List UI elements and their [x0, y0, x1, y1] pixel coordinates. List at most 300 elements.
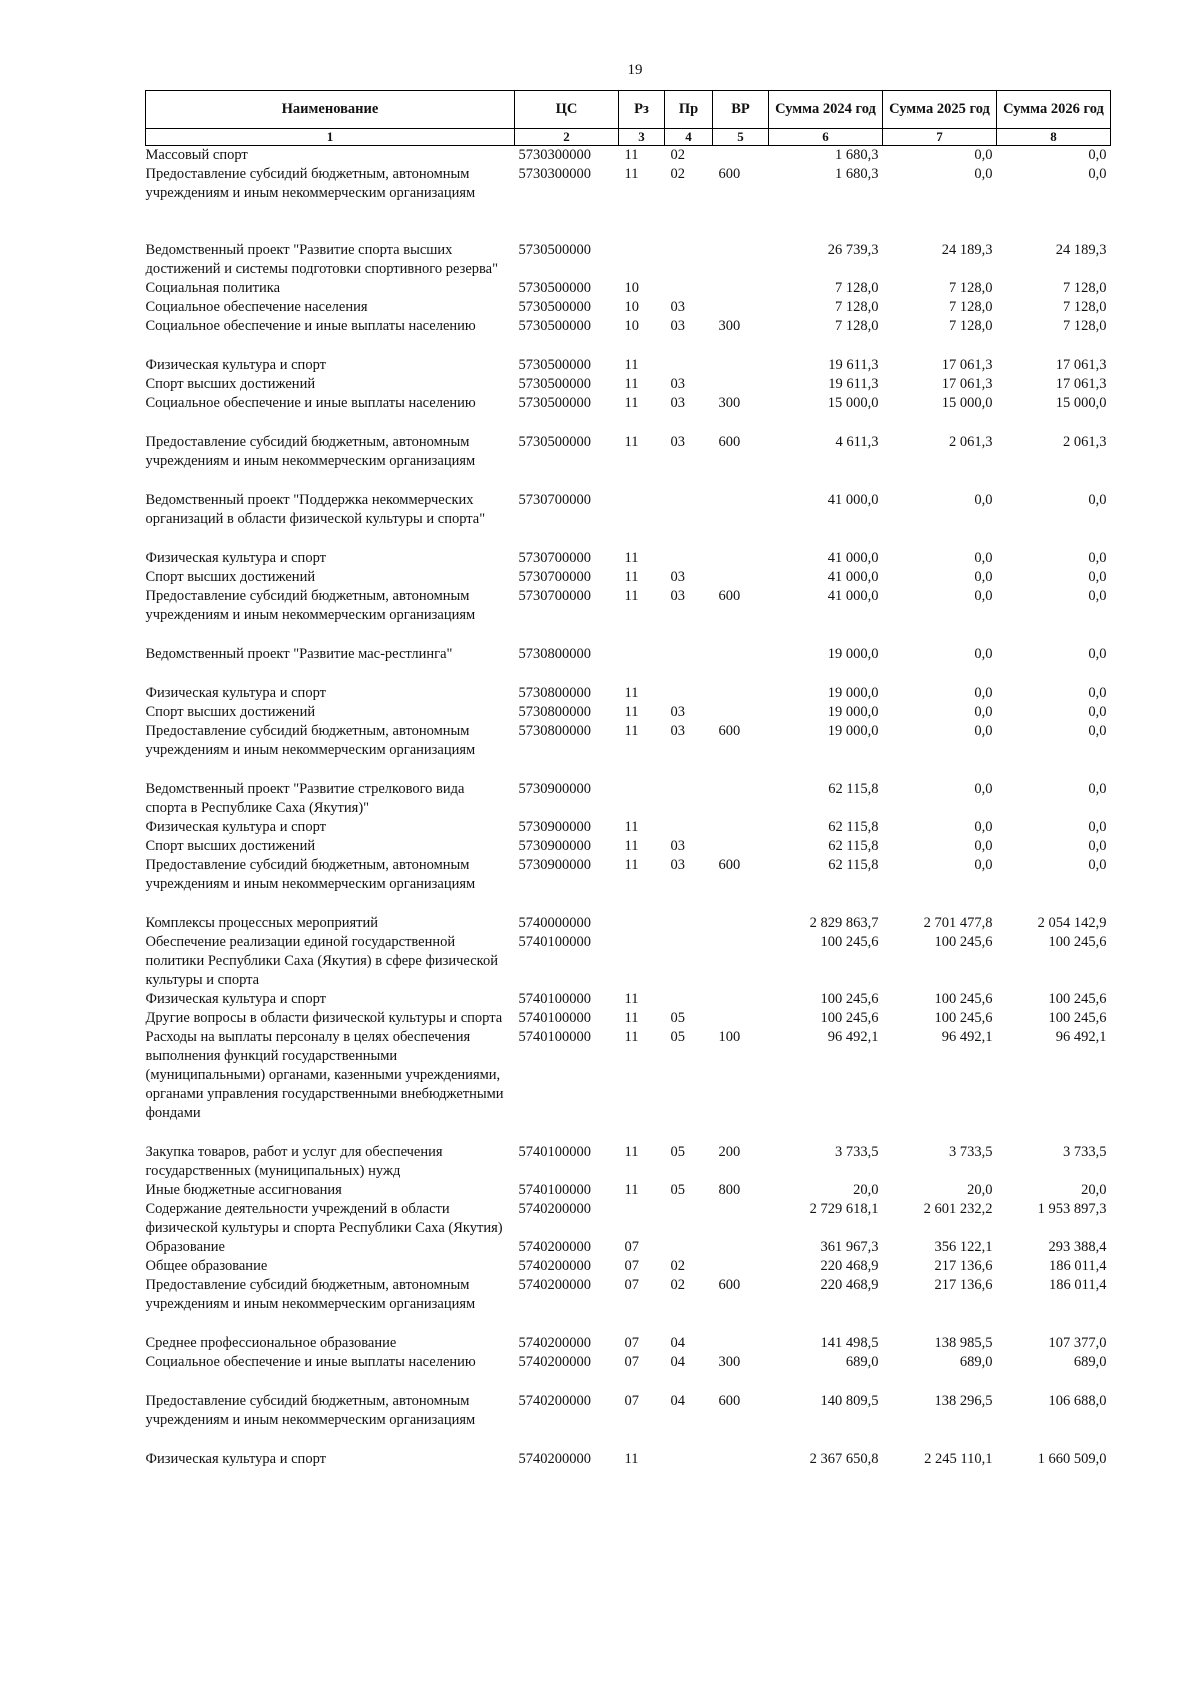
row-spacer [146, 625, 1111, 645]
cell-sum-2026: 0,0 [1088, 588, 1107, 604]
cell-sum-2025: 138 296,5 [934, 1393, 993, 1409]
cell-pr: 03 [670, 318, 685, 334]
cell-pr: 03 [670, 569, 685, 585]
cell-cs: 5740000000 [518, 915, 591, 931]
cell-rz [619, 491, 665, 529]
row-spacer [146, 336, 1111, 356]
table-row [146, 298, 1111, 317]
spacer-cell [146, 336, 1111, 356]
cell-pr: 02 [670, 1277, 685, 1293]
cell-name: Спорт высших достижений [145, 704, 316, 720]
cell-rz: 11 [624, 569, 639, 585]
cell-name: Комплексы процессных мероприятий [145, 915, 378, 931]
table-row [146, 837, 1111, 856]
cell-sum-2026: 0,0 [1088, 723, 1107, 739]
cell-vr [713, 914, 769, 933]
cell-sum-2026: 3 733,5 [1063, 1144, 1107, 1160]
cell-sum-2025: 0,0 [974, 685, 993, 701]
cell-sum-2024: 100 245,6 [820, 1010, 879, 1026]
cell-pr: 04 [670, 1354, 685, 1370]
cell-pr [665, 933, 713, 990]
cell-sum-2025: 15 000,0 [941, 395, 993, 411]
cell-rz: 07 [624, 1335, 639, 1351]
cell-sum-2024: 4 611,3 [835, 434, 879, 450]
cell-sum-2024: 62 115,8 [828, 838, 879, 854]
cell-sum-2024: 100 245,6 [820, 991, 879, 1007]
cell-pr [665, 1450, 713, 1469]
cell-name: Физическая культура и спорт [145, 1451, 326, 1467]
cell-sum-2024: 3 733,5 [835, 1144, 879, 1160]
cell-sum-2025: 0,0 [974, 838, 993, 854]
spacer-cell [146, 471, 1111, 491]
row-spacer [146, 894, 1111, 914]
cell-sum-2026: 0,0 [1088, 646, 1107, 662]
cell-sum-2024: 20,0 [853, 1182, 879, 1198]
table-row [146, 375, 1111, 394]
cell-sum-2025: 217 136,6 [934, 1277, 993, 1293]
cell-vr [713, 780, 769, 818]
spacer-cell [146, 894, 1111, 914]
header-sum-2025: Сумма 2025 год [883, 91, 997, 129]
cell-name: Общее образование [145, 1258, 268, 1274]
cell-rz [619, 241, 665, 279]
cell-sum-2024: 140 809,5 [820, 1393, 879, 1409]
cell-cs: 5730500000 [518, 357, 591, 373]
cell-name: Физическая культура и спорт [145, 550, 326, 566]
cell-name: Ведомственный проект "Развитие спорта высших достижений и системы подготовки спортивного резерва" [145, 242, 499, 277]
cell-cs: 5740100000 [518, 1144, 591, 1160]
cell-sum-2025: 0,0 [974, 492, 993, 508]
cell-sum-2026: 0,0 [1088, 147, 1107, 163]
cell-sum-2026: 100 245,6 [1048, 934, 1107, 950]
cell-vr: 300 [718, 318, 741, 334]
cell-rz [619, 933, 665, 990]
spacer-cell [146, 413, 1111, 433]
cell-rz: 07 [624, 1258, 639, 1274]
cell-cs: 5740200000 [518, 1451, 591, 1467]
cell-pr: 02 [670, 147, 685, 163]
cell-rz [619, 645, 665, 664]
cell-cs: 5730900000 [518, 819, 591, 835]
cell-cs: 5740100000 [518, 1010, 591, 1026]
cell-pr [665, 549, 713, 568]
cell-cs: 5740100000 [518, 1182, 591, 1198]
cell-sum-2026: 0,0 [1088, 857, 1107, 873]
cell-pr: 05 [670, 1182, 685, 1198]
cell-cs: 5730500000 [518, 242, 591, 258]
cell-cs: 5730700000 [518, 550, 591, 566]
table-row [146, 1143, 1111, 1181]
cell-rz: 10 [624, 318, 639, 334]
cell-name: Ведомственный проект "Развитие стрелкового вида спорта в Республике Саха (Якутия)" [145, 781, 465, 816]
cell-vr [713, 1009, 769, 1028]
table-row [146, 1028, 1111, 1123]
cell-name: Физическая культура и спорт [145, 357, 326, 373]
cell-rz: 07 [624, 1354, 639, 1370]
cell-sum-2026: 7 128,0 [1063, 299, 1107, 315]
cell-vr [713, 703, 769, 722]
table-row [146, 1276, 1111, 1314]
cell-name: Физическая культура и спорт [145, 685, 326, 701]
cell-name: Обеспечение реализации единой государственной политики Республики Саха (Якутия) в сфере физической культуры и спорта [145, 934, 498, 988]
cell-vr: 600 [718, 857, 741, 873]
table-row [146, 568, 1111, 587]
cell-pr [665, 780, 713, 818]
cell-sum-2024: 96 492,1 [827, 1029, 879, 1045]
cell-vr [713, 1334, 769, 1353]
cell-vr [713, 1257, 769, 1276]
cell-sum-2025: 2 601 232,2 [923, 1201, 993, 1217]
table-row [146, 856, 1111, 894]
column-number-row [146, 129, 1111, 146]
cell-name: Предоставление субсидий бюджетным, автономным учреждениям и иным некоммерческим организациям [145, 166, 476, 201]
table-row [146, 645, 1111, 664]
cell-cs: 5740100000 [518, 934, 591, 950]
cell-sum-2024: 26 739,3 [827, 242, 879, 258]
cell-rz [619, 780, 665, 818]
cell-sum-2025: 0,0 [974, 819, 993, 835]
cell-rz: 11 [624, 723, 639, 739]
cell-cs: 5730500000 [518, 434, 591, 450]
row-spacer [146, 203, 1111, 241]
table-row [146, 317, 1111, 336]
cell-sum-2025: 2 245 110,1 [924, 1451, 993, 1467]
cell-vr [713, 818, 769, 837]
cell-sum-2024: 7 128,0 [835, 280, 879, 296]
cell-pr: 04 [670, 1393, 685, 1409]
table-header [146, 91, 1111, 146]
cell-name: Ведомственный проект "Развитие мас-рестлинга" [145, 646, 453, 662]
cell-sum-2024: 220 468,9 [820, 1277, 879, 1293]
cell-name: Предоставление субсидий бюджетным, автономным учреждениям и иным некоммерческим организациям [145, 588, 476, 623]
cell-sum-2025: 217 136,6 [934, 1258, 993, 1274]
cell-cs: 5730900000 [518, 781, 591, 797]
table-row [146, 780, 1111, 818]
cell-cs: 5730800000 [518, 685, 591, 701]
cell-rz: 11 [624, 819, 639, 835]
table-row [146, 433, 1111, 471]
cell-vr: 600 [718, 434, 741, 450]
cell-sum-2025: 20,0 [967, 1182, 993, 1198]
cell-sum-2024: 41 000,0 [827, 569, 879, 585]
cell-sum-2025: 7 128,0 [949, 280, 993, 296]
row-spacer [146, 760, 1111, 780]
cell-pr [665, 990, 713, 1009]
row-spacer [146, 471, 1111, 491]
cell-sum-2026: 100 245,6 [1048, 991, 1107, 1007]
table-row [146, 1238, 1111, 1257]
cell-rz: 11 [624, 166, 639, 182]
cell-cs: 5740200000 [518, 1258, 591, 1274]
cell-pr [665, 1200, 713, 1238]
cell-pr: 05 [670, 1029, 685, 1045]
cell-sum-2024: 1 680,3 [835, 147, 879, 163]
row-spacer [146, 1430, 1111, 1450]
cell-rz: 11 [624, 1451, 639, 1467]
header-row [146, 91, 1111, 129]
table-body [146, 146, 1111, 1470]
cell-sum-2026: 689,0 [1073, 1354, 1107, 1370]
row-spacer [146, 413, 1111, 433]
row-spacer [146, 1314, 1111, 1334]
cell-rz: 11 [624, 147, 639, 163]
cell-sum-2024: 19 000,0 [827, 704, 879, 720]
table-row [146, 146, 1111, 166]
cell-pr [665, 818, 713, 837]
cell-name: Иные бюджетные ассигнования [145, 1182, 342, 1198]
cell-sum-2026: 293 388,4 [1048, 1239, 1107, 1255]
cell-sum-2026: 1 953 897,3 [1037, 1201, 1107, 1217]
cell-pr: 04 [670, 1335, 685, 1351]
spacer-cell [146, 529, 1111, 549]
cell-sum-2026: 17 061,3 [1055, 357, 1107, 373]
header-sum-2026: Сумма 2026 год [997, 91, 1111, 129]
cell-sum-2024: 2 729 618,1 [809, 1201, 879, 1217]
cell-vr: 600 [718, 588, 741, 604]
cell-vr [713, 933, 769, 990]
cell-sum-2025: 2 701 477,8 [923, 915, 993, 931]
cell-sum-2025: 17 061,3 [941, 376, 993, 392]
cell-sum-2025: 17 061,3 [941, 357, 993, 373]
cell-cs: 5730800000 [518, 704, 591, 720]
cell-vr: 600 [718, 1393, 741, 1409]
cell-rz: 11 [624, 991, 639, 1007]
column-number: 2 [515, 129, 619, 146]
cell-cs: 5730700000 [518, 569, 591, 585]
cell-sum-2026: 186 011,4 [1049, 1277, 1107, 1293]
table-row [146, 1334, 1111, 1353]
cell-vr [713, 568, 769, 587]
cell-cs: 5730300000 [518, 147, 591, 163]
cell-pr [665, 914, 713, 933]
cell-sum-2026: 2 061,3 [1063, 434, 1107, 450]
cell-rz: 11 [624, 857, 639, 873]
cell-sum-2025: 689,0 [959, 1354, 993, 1370]
budget-table [145, 90, 1111, 1469]
cell-rz: 07 [624, 1393, 639, 1409]
cell-sum-2025: 100 245,6 [934, 991, 993, 1007]
table-row [146, 1353, 1111, 1372]
cell-name: Социальное обеспечение и иные выплаты населению [145, 1354, 476, 1370]
cell-vr: 200 [718, 1144, 741, 1160]
cell-pr: 05 [670, 1010, 685, 1026]
cell-sum-2025: 100 245,6 [934, 934, 993, 950]
table-row [146, 1450, 1111, 1469]
cell-name: Другие вопросы в области физической культуры и спорта [145, 1010, 503, 1026]
table-row [146, 722, 1111, 760]
cell-vr: 300 [718, 395, 741, 411]
table-row [146, 587, 1111, 625]
table-row [146, 241, 1111, 279]
cell-vr [713, 241, 769, 279]
cell-name: Социальная политика [145, 280, 281, 296]
cell-rz: 11 [624, 1029, 639, 1045]
cell-name: Расходы на выплаты персоналу в целях обеспечения выполнения функций государственными (муниципальными) органами, казенными учреждениями, органами управления государственными внебюджетными фондами [145, 1029, 504, 1121]
cell-cs: 5740200000 [518, 1335, 591, 1351]
cell-pr: 03 [670, 838, 685, 854]
cell-vr [713, 645, 769, 664]
cell-rz: 11 [624, 1182, 639, 1198]
cell-sum-2026: 2 054 142,9 [1037, 915, 1107, 931]
cell-sum-2024: 7 128,0 [835, 318, 879, 334]
header-pr: Пр [665, 91, 713, 129]
cell-sum-2024: 361 967,3 [820, 1239, 879, 1255]
cell-vr [713, 491, 769, 529]
cell-cs: 5740100000 [518, 991, 591, 1007]
spacer-cell [146, 203, 1111, 241]
cell-vr [713, 684, 769, 703]
cell-name: Закупка товаров, работ и услуг для обеспечения государственных (муниципальных) нужд [145, 1144, 443, 1179]
table-row [146, 818, 1111, 837]
table-row [146, 356, 1111, 375]
cell-pr: 03 [670, 434, 685, 450]
cell-vr [713, 990, 769, 1009]
cell-cs: 5740200000 [518, 1393, 591, 1409]
cell-vr [713, 375, 769, 394]
cell-sum-2026: 7 128,0 [1063, 280, 1107, 296]
header-sum-2024: Сумма 2024 год [769, 91, 883, 129]
cell-sum-2024: 2 367 650,8 [809, 1451, 879, 1467]
cell-sum-2024: 19 000,0 [827, 646, 879, 662]
table-row [146, 279, 1111, 298]
cell-cs: 5730900000 [518, 857, 591, 873]
cell-sum-2024: 19 000,0 [827, 685, 879, 701]
table-row [146, 933, 1111, 990]
cell-cs: 5730700000 [518, 492, 591, 508]
cell-name: Социальное обеспечение и иные выплаты населению [145, 318, 476, 334]
cell-rz: 07 [624, 1239, 639, 1255]
table-row [146, 703, 1111, 722]
cell-rz: 11 [624, 1010, 639, 1026]
cell-pr [665, 356, 713, 375]
cell-vr [713, 1200, 769, 1238]
cell-rz: 11 [624, 704, 639, 720]
table-row [146, 1257, 1111, 1276]
cell-sum-2025: 96 492,1 [941, 1029, 993, 1045]
cell-pr: 03 [670, 376, 685, 392]
cell-pr [665, 241, 713, 279]
spacer-cell [146, 1314, 1111, 1334]
cell-vr: 600 [718, 723, 741, 739]
cell-cs: 5740100000 [518, 1029, 591, 1045]
cell-vr: 300 [718, 1354, 741, 1370]
cell-name: Ведомственный проект "Поддержка некоммерческих организаций в области физической культуры и спорта" [145, 492, 486, 527]
cell-sum-2026: 0,0 [1088, 569, 1107, 585]
column-number: 6 [769, 129, 883, 146]
cell-vr [713, 1238, 769, 1257]
cell-sum-2024: 15 000,0 [827, 395, 879, 411]
cell-sum-2026: 186 011,4 [1049, 1258, 1107, 1274]
cell-pr: 03 [670, 857, 685, 873]
cell-sum-2026: 0,0 [1088, 781, 1107, 797]
cell-sum-2024: 2 829 863,7 [809, 915, 879, 931]
cell-sum-2026: 24 189,3 [1055, 242, 1107, 258]
cell-name: Содержание деятельности учреждений в области физической культуры и спорта Республики Саха (Якутия) [145, 1201, 503, 1236]
spacer-cell [146, 1430, 1111, 1450]
cell-vr [713, 279, 769, 298]
cell-cs: 5730500000 [518, 318, 591, 334]
cell-sum-2024: 1 680,3 [835, 166, 879, 182]
cell-sum-2026: 0,0 [1088, 685, 1107, 701]
cell-sum-2024: 100 245,6 [820, 934, 879, 950]
cell-name: Предоставление субсидий бюджетным, автономным учреждениям и иным некоммерческим организациям [145, 723, 476, 758]
cell-pr [665, 491, 713, 529]
cell-sum-2025: 0,0 [974, 588, 993, 604]
cell-cs: 5730500000 [518, 376, 591, 392]
cell-pr: 05 [670, 1144, 685, 1160]
cell-vr [713, 837, 769, 856]
cell-sum-2024: 141 498,5 [820, 1335, 879, 1351]
column-number: 5 [713, 129, 769, 146]
table-row [146, 1200, 1111, 1238]
cell-sum-2026: 15 000,0 [1055, 395, 1107, 411]
cell-vr: 600 [718, 1277, 741, 1293]
cell-sum-2026: 0,0 [1088, 492, 1107, 508]
cell-vr: 600 [718, 166, 741, 182]
cell-sum-2025: 0,0 [974, 704, 993, 720]
cell-name: Социальное обеспечение населения [145, 299, 368, 315]
cell-pr: 03 [670, 704, 685, 720]
cell-name: Физическая культура и спорт [145, 991, 326, 1007]
cell-cs: 5730300000 [518, 166, 591, 182]
cell-rz: 11 [624, 685, 639, 701]
cell-rz: 11 [624, 588, 639, 604]
header-name: Наименование [146, 91, 515, 129]
table-row [146, 990, 1111, 1009]
cell-cs: 5730800000 [518, 723, 591, 739]
cell-name: Предоставление субсидий бюджетным, автономным учреждениям и иным некоммерческим организациям [145, 434, 476, 469]
cell-rz [619, 914, 665, 933]
cell-pr: 02 [670, 166, 685, 182]
column-number: 7 [883, 129, 997, 146]
row-spacer [146, 664, 1111, 684]
cell-sum-2025: 24 189,3 [941, 242, 993, 258]
cell-name: Образование [145, 1239, 225, 1255]
cell-sum-2026: 17 061,3 [1055, 376, 1107, 392]
cell-sum-2025: 0,0 [974, 646, 993, 662]
cell-sum-2026: 0,0 [1088, 704, 1107, 720]
cell-name: Предоставление субсидий бюджетным, автономным учреждениям и иным некоммерческим организациям [145, 857, 476, 892]
row-spacer [146, 529, 1111, 549]
cell-sum-2026: 0,0 [1088, 166, 1107, 182]
cell-pr: 03 [670, 299, 685, 315]
cell-sum-2025: 2 061,3 [949, 434, 993, 450]
cell-cs: 5730500000 [518, 395, 591, 411]
cell-pr [665, 645, 713, 664]
cell-cs: 5730500000 [518, 280, 591, 296]
table-row [146, 549, 1111, 568]
cell-rz: 11 [624, 550, 639, 566]
cell-sum-2025: 0,0 [974, 166, 993, 182]
cell-sum-2025: 100 245,6 [934, 1010, 993, 1026]
spacer-cell [146, 1372, 1111, 1392]
cell-vr: 800 [718, 1182, 741, 1198]
table-row [146, 1181, 1111, 1200]
cell-name: Спорт высших достижений [145, 569, 316, 585]
cell-rz: 11 [624, 376, 639, 392]
column-number: 1 [146, 129, 515, 146]
cell-sum-2026: 1 660 509,0 [1037, 1451, 1107, 1467]
cell-sum-2025: 0,0 [974, 550, 993, 566]
cell-sum-2025: 7 128,0 [949, 318, 993, 334]
table-row [146, 1392, 1111, 1430]
cell-rz: 11 [624, 434, 639, 450]
cell-sum-2026: 0,0 [1088, 838, 1107, 854]
cell-rz: 10 [624, 280, 639, 296]
cell-sum-2026: 96 492,1 [1055, 1029, 1107, 1045]
cell-sum-2025: 138 985,5 [934, 1335, 993, 1351]
spacer-cell [146, 664, 1111, 684]
